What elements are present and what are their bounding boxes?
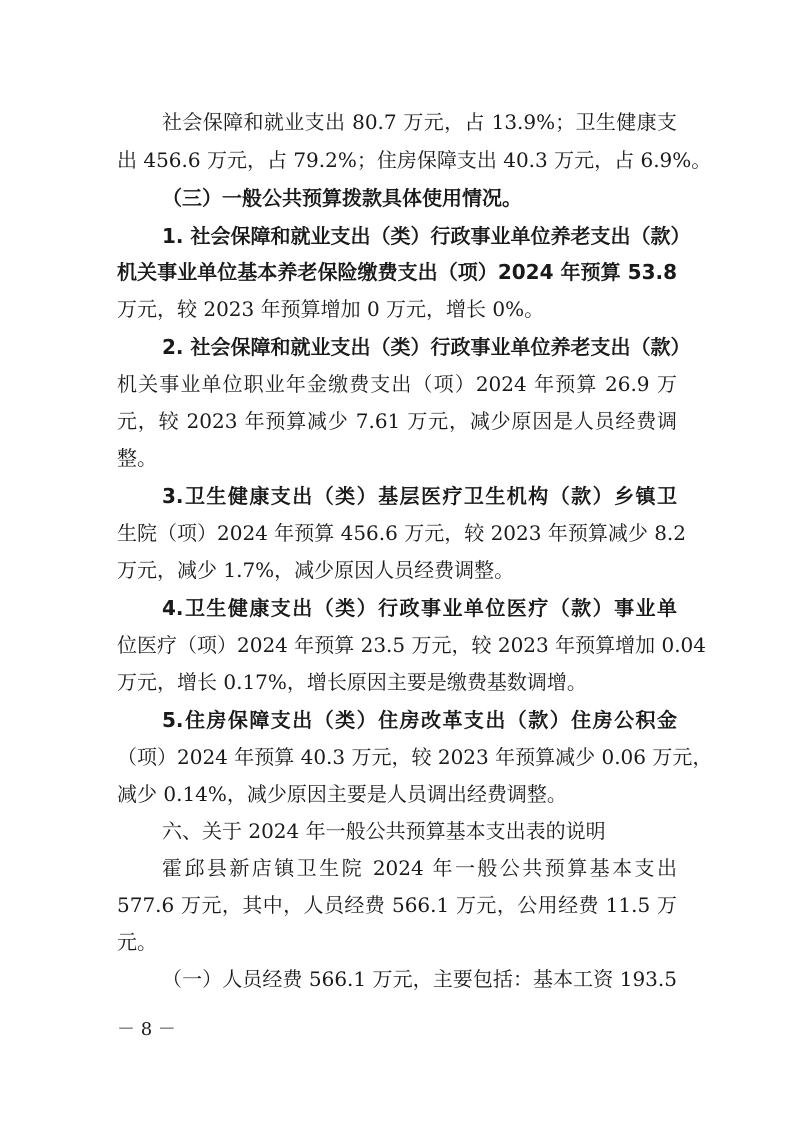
- text-line: [117, 259, 677, 285]
- text-line: 元，较 2023 年预算减少 7.61 万元，减少原因是人员经费调: [117, 409, 677, 433]
- text-line: 位医疗（项）2024 年预算 23.5 万元，较 2023 年预算增加 0.04: [117, 633, 707, 657]
- text-line: （一）人员经费 566.1 万元，主要包括：基本工资 193.5: [162, 967, 677, 991]
- section-heading: （三）一般公共预算拨款具体使用情况。: [162, 186, 522, 210]
- text-line: 社会保障和就业支出 80.7 万元，占 13.9%；卫生健康支: [162, 110, 677, 134]
- item-heading-5: 5.住房保障支出（类）住房改革支出（款）住房公积金: [162, 708, 677, 732]
- text-line: 减少 0.14%，减少原因主要是人员调出经费调整。: [117, 782, 567, 806]
- item-heading-2: 2. 社会保障和就业支出（类）行政事业单位养老支出（款）: [162, 335, 691, 359]
- text-line: 出 456.6 万元，占 79.2%；住房保障支出 40.3 万元，占 6.9%。: [117, 148, 712, 172]
- text-line: 万元，增长 0.17%，增长原因主要是缴费基数调增。: [117, 670, 587, 694]
- text-line: 生院（项）2024 年预算 456.6 万元，较 2023 年预算减少 8.2: [117, 521, 687, 545]
- item-heading-4: 4.卫生健康支出（类）行政事业单位医疗（款）事业单: [162, 596, 677, 620]
- text-line: 机关事业单位职业年金缴费支出（项）2024 年预算 26.9 万: [117, 372, 677, 396]
- text-line: （项）2024 年预算 40.3 万元，较 2023 年预算减少 0.06 万元，: [117, 745, 713, 769]
- text-line: 万元，较 2023 年预算增加 0 万元，增长 0%。: [117, 297, 545, 321]
- text-line: 霍邱县新店镇卫生院 2024 年一般公共预算基本支出: [162, 856, 677, 880]
- item-heading-1: 1. 社会保障和就业支出（类）行政事业单位养老支出（款）: [162, 224, 691, 248]
- text-line: 整。: [117, 446, 157, 470]
- page-number: － 8 －: [117, 1019, 176, 1040]
- text-line: 元。: [117, 930, 157, 954]
- text-line: 万元，减少 1.7%，减少原因人员经费调整。: [117, 558, 515, 582]
- item-heading-3: 3.卫生健康支出（类）基层医疗卫生机构（款）乡镇卫: [162, 484, 677, 508]
- text-line: 577.6 万元，其中，人员经费 566.1 万元，公用经费 11.5 万: [117, 893, 677, 917]
- section-six-heading: 六、关于 2024 年一般公共预算基本支出表的说明: [162, 819, 606, 843]
- item-heading-1-cont: 机关事业单位基本养老保险缴费支出（项）2024 年预算 53.8: [117, 260, 677, 284]
